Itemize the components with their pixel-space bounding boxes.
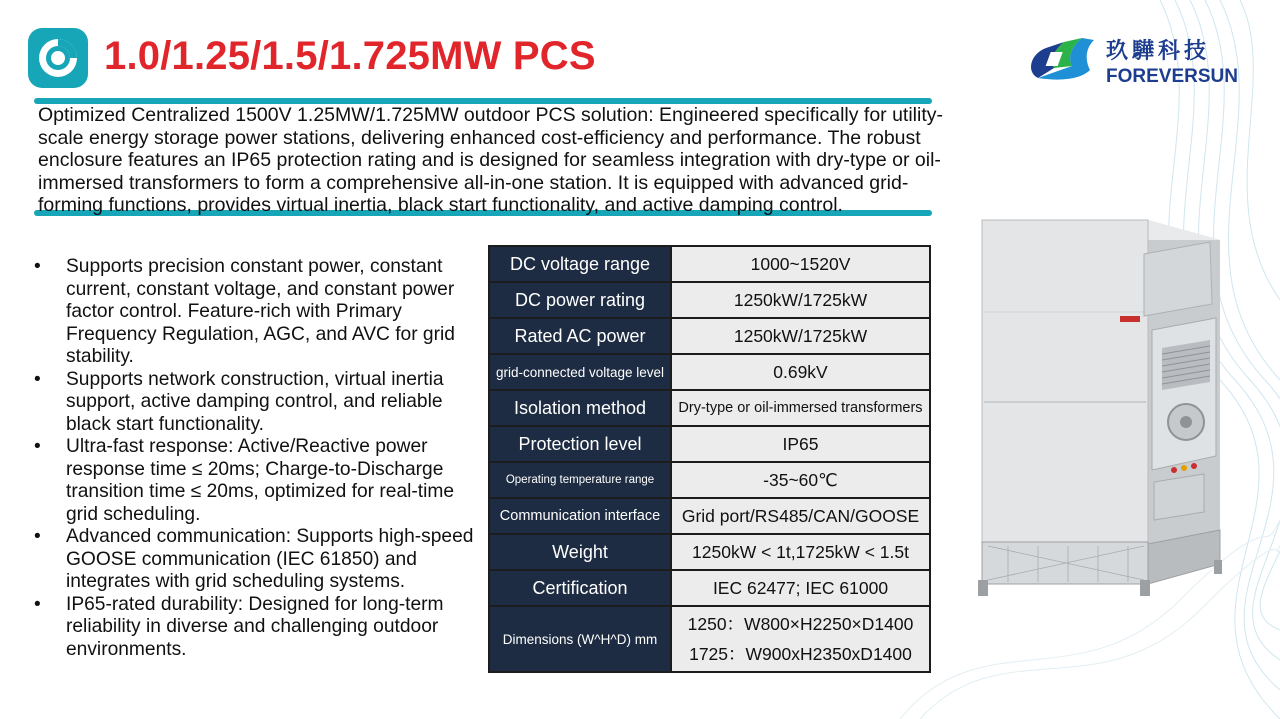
page-title: 1.0/1.25/1.5/1.725MW PCS	[104, 34, 596, 78]
spec-row	[489, 606, 930, 672]
spec-row	[489, 318, 930, 354]
spec-value: Grid port/RS485/CAN/GOOSE	[671, 498, 930, 534]
dimension-line-1725: 1725：W900xH2350xD1400	[689, 644, 912, 664]
foreversun-logo	[1024, 32, 1244, 92]
spec-label: Protection level	[489, 426, 671, 462]
spec-row	[489, 354, 930, 390]
feature-item: • Advanced communication: Supports high-speed GOOSE communication (IEC 61850) and integrates with grid scheduling systems.	[30, 526, 480, 594]
spec-value: IEC 62477; IEC 61000	[671, 570, 930, 606]
spec-value: 1250kW/1725kW	[671, 282, 930, 318]
spec-row	[489, 570, 930, 606]
spec-row	[489, 390, 930, 426]
header-ring-icon	[26, 26, 90, 90]
spec-label: DC voltage range	[489, 246, 671, 282]
feature-item: • Supports precision constant power, constant current, constant voltage, and constant power factor control. Feature-rich with Primary Frequency Regulation, AGC, and AVC for grid stability.	[30, 256, 480, 369]
spec-label: DC power rating	[489, 282, 671, 318]
spec-label: Operating temperature range	[489, 462, 671, 498]
pcs-cabinet-illustration	[948, 212, 1248, 602]
spec-value: Dry-type or oil-immersed transformers	[671, 390, 930, 426]
feature-item: • Ultra-fast response: Active/Reactive power response time ≤ 20ms; Charge-to-Discharge transition time ≤ 20ms, optimized for real-time grid scheduling.	[30, 436, 480, 526]
spec-label: Dimensions (W^H^D) mm	[489, 606, 671, 672]
spec-value: 1000~1520V	[671, 246, 930, 282]
spec-value	[671, 606, 930, 672]
spec-row	[489, 534, 930, 570]
spec-value: -35~60℃	[671, 462, 930, 498]
feature-item: • IP65-rated durability: Designed for long-term reliability in diverse and challenging outdoor environments.	[30, 594, 480, 662]
spec-label: Rated AC power	[489, 318, 671, 354]
spec-value: 0.69kV	[671, 354, 930, 390]
intro-paragraph: Optimized Centralized 1500V 1.25MW/1.725MW outdoor PCS solution: Engineered specifically for utility-scale energy storage power stations, delivering enhanced cost-efficiency and performance. The robust enclosure features an IP65 protection rating and is designed for seamless integration with dry-type or oil-immersed transformers to form a comprehensive all-in-one station. It is equipped with advanced grid-forming functions, provides virtual inertia, black start functionality, and active damping control.	[38, 104, 944, 216]
spec-value: 1250kW < 1t,1725kW < 1.5t	[671, 534, 930, 570]
foreversun-logo-mark-icon	[1024, 32, 1100, 88]
spec-row	[489, 426, 930, 462]
spec-label: Weight	[489, 534, 671, 570]
spec-row	[489, 498, 930, 534]
spec-label: Certification	[489, 570, 671, 606]
spec-row	[489, 246, 930, 282]
spec-label: grid-connected voltage level	[489, 354, 671, 390]
spec-row	[489, 462, 930, 498]
logo-chinese-text: 玖驊科技	[1106, 38, 1211, 64]
logo-english-text: FOREVERSUN	[1106, 66, 1238, 87]
spec-label: Isolation method	[489, 390, 671, 426]
spec-row	[489, 282, 930, 318]
spec-value: 1250kW/1725kW	[671, 318, 930, 354]
spec-table	[488, 245, 931, 673]
dimension-line-1250: 1250：W800×H2250×D1400	[687, 614, 914, 634]
feature-list	[30, 256, 480, 661]
spec-label: Communication interface	[489, 498, 671, 534]
feature-item: • Supports network construction, virtual inertia support, active damping control, and reliable black start functionality.	[30, 369, 480, 437]
spec-value: IP65	[671, 426, 930, 462]
